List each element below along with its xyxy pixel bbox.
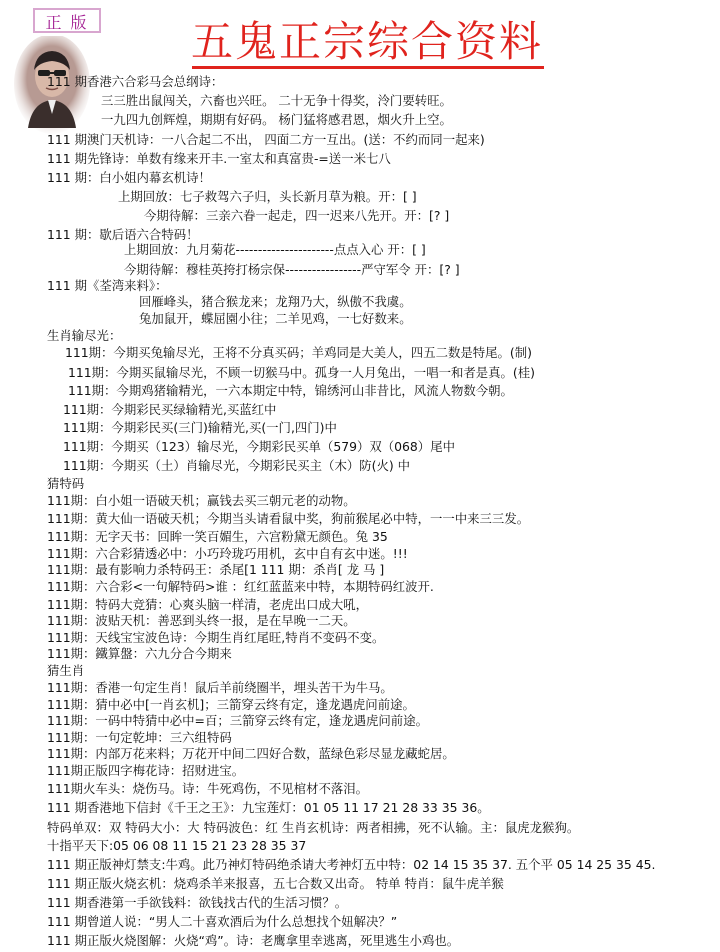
text-line: 上期回放：九月菊花----------------------点点入心 开：[ ]	[124, 242, 426, 257]
text-line: 111期：特码大竞猜：心爽头脑一样清，老虎出口成大吼，	[47, 597, 369, 612]
text-line: 111 期正版火烧玄机：烧鸡杀羊来报喜，五七合数又出奇。 特单 特肖：鼠牛虎羊猴	[47, 876, 504, 891]
text-line: 111期：香港一句定生肖！鼠后羊前绕圈半，埋头苦干为牛马。	[47, 680, 393, 695]
text-line: 111期：今期买（土）肖输尽光，今期彩民买主（木）防(火) 中	[63, 458, 411, 473]
text-line: 111期：天线宝宝波色诗：今期生肖红尾旺,特肖不变码不变。	[47, 630, 385, 645]
text-line: 111 期曾道人说：“男人二十喜欢酒后为什么总想找个妞解决？”	[47, 914, 398, 929]
text-line: 三三胜出鼠闯关，六畜也兴旺。 二十无争十得奖，泠门要转旺。	[101, 93, 452, 108]
text-line: 今期待解：穆桂英挎打杨宗保-----------------严守军令 开：[? ]	[124, 262, 460, 277]
text-line: 111期：猜中必中[一肖玄机]；三箭穿云终有定，逢龙遇虎问前途。	[47, 697, 415, 712]
text-line: 111期：今期鸡猪输精光，一六本期定中特，锦绣河山非昔比，风流人物数今朝。	[68, 383, 513, 398]
text-line: 111期：一句定乾坤：三六组特码	[47, 730, 232, 745]
text-line: 兔加鼠开，蝶屈園小往；二羊见鸡，一七好数来。	[139, 311, 412, 326]
text-line: 回雁峰头，猪合猴龙来；龙翔乃大，纵傲不我虞。	[139, 294, 412, 309]
text-line: 今期待解：三亲六眷一起走，四一迟来八先开。开：[? ]	[144, 208, 450, 223]
edition-badge: 正 版	[33, 8, 101, 33]
text-line: 111期：六合彩猜透必中：小巧玲珑巧用机，玄中自有玄中迷。!!!	[47, 546, 408, 561]
text-line: 111期：今期彩民买(三门)输精光,买(一门,四门)中	[63, 420, 337, 435]
title-underline	[192, 66, 544, 69]
text-line: 111 期先锋诗：单数有缘来开丰.一室太和真富贵-=送一米七八	[47, 151, 391, 166]
text-line: 111期：白小姐一语破天机；赢钱去买三朝元老的动物。	[47, 493, 356, 508]
text-line: 111 期：白小姐内幕玄机诗！	[47, 170, 211, 185]
text-line: 111 期《荃湾来料》：	[47, 278, 168, 293]
text-line: 特码单双：双 特码大小：大 特码波色：红 生肖玄机诗：两者相拂，死不认输。主：鼠虎龙猴狗。	[47, 820, 580, 835]
text-line: 一九四九创辉煌，期期有好码。 杨门猛将感君恩，烟火升上空。	[101, 112, 452, 127]
text-line: 111期：最有影响力杀特码王：杀尾[1 111 期：杀肖[ 龙 马 ]	[47, 562, 385, 577]
text-line: 111期：鐵算盤：六九分合今期来	[47, 646, 232, 661]
text-line: 十指平天下:05 06 08 11 15 21 23 28 35 37	[47, 838, 307, 853]
text-line: 111 期正版神灯禁支:牛鸡。此乃神灯特码绝杀请大考神灯五中特：02 14 15 35 37. 五个平 05 14 25 35 45.	[47, 857, 656, 872]
page-title: 五鬼正宗综合资料	[191, 17, 544, 66]
text-line: 111期：六合彩<一句解特码>谁 ：红红蓝蓝来中特，本期特码红波开.	[47, 579, 434, 594]
text-line: 111 期澳门天机诗：一八合起二不出， 四面二方一互出。(送：不约而同一起来)	[47, 132, 485, 147]
section-heading: 猜生肖	[47, 663, 85, 678]
text-line: 111 期香港第一手欲钱料：欲钱找古代的生活习惯？。	[47, 895, 348, 910]
text-line: 111期：一码中特猜中必中=百；三箭穿云终有定，逢龙遇虎问前途。	[47, 713, 428, 728]
text-line: 111期：今期买兔输尽光，王将不分真买码；羊鸡同是大美人，四五二数是特尾。(制)	[65, 345, 532, 360]
text-line: 111 期正版火烧图解：火烧“鸡”。诗：老鹰拿里幸逃离，死里逃生小鸡也。	[47, 933, 460, 948]
text-line: 111期：无字天书：回眸一笑百媚生，六宫粉黛无颜色。兔 35	[47, 529, 388, 544]
text-line: 111期火车头：烧伤马。诗：牛死鸡伤，不见棺材不落泪。	[47, 781, 369, 796]
text-line: 111期：今期买（123）输尽光，今期彩民买单（579）双（068）尾中	[63, 439, 455, 454]
text-line: 111期正版四字梅花诗：招财进宝。	[47, 763, 245, 778]
text-line: 111期：今期买鼠输尽光，不顾一切猴马中。孤身一人月兔出，一唱一和者是真。(桂)	[68, 365, 535, 380]
text-line: 111期：今期彩民买绿输精光,买蓝红中	[63, 402, 277, 417]
section-heading: 猜特码	[47, 476, 85, 491]
text-line: 111 期香港地下信封《千王之王》：九宝莲灯：01 05 11 17 21 28 33 35 36。	[47, 800, 490, 815]
text-line: 上期回放：七子救驾六子归，头长新月草为粮。开：[ ]	[118, 189, 417, 204]
text-line: 111期：波贴天机：善恶到头终一报，是在早晚一二天。	[47, 613, 356, 628]
text-line: 111 期：歇后语六合特码！	[47, 227, 199, 242]
text-line: 111期：内部万花来料；万花开中间二四好合数，蓝绿色彩尽显龙藏蛇居。	[47, 746, 455, 761]
section-heading: 生肖输尽光：	[47, 328, 122, 343]
text-line: 111 期香港六合彩马会总纲诗：	[47, 74, 224, 89]
text-line: 111期：黄大仙一语破天机；今期当头请看鼠中奖，狗前猴尾必中特，一一中来三三发。	[47, 511, 530, 526]
